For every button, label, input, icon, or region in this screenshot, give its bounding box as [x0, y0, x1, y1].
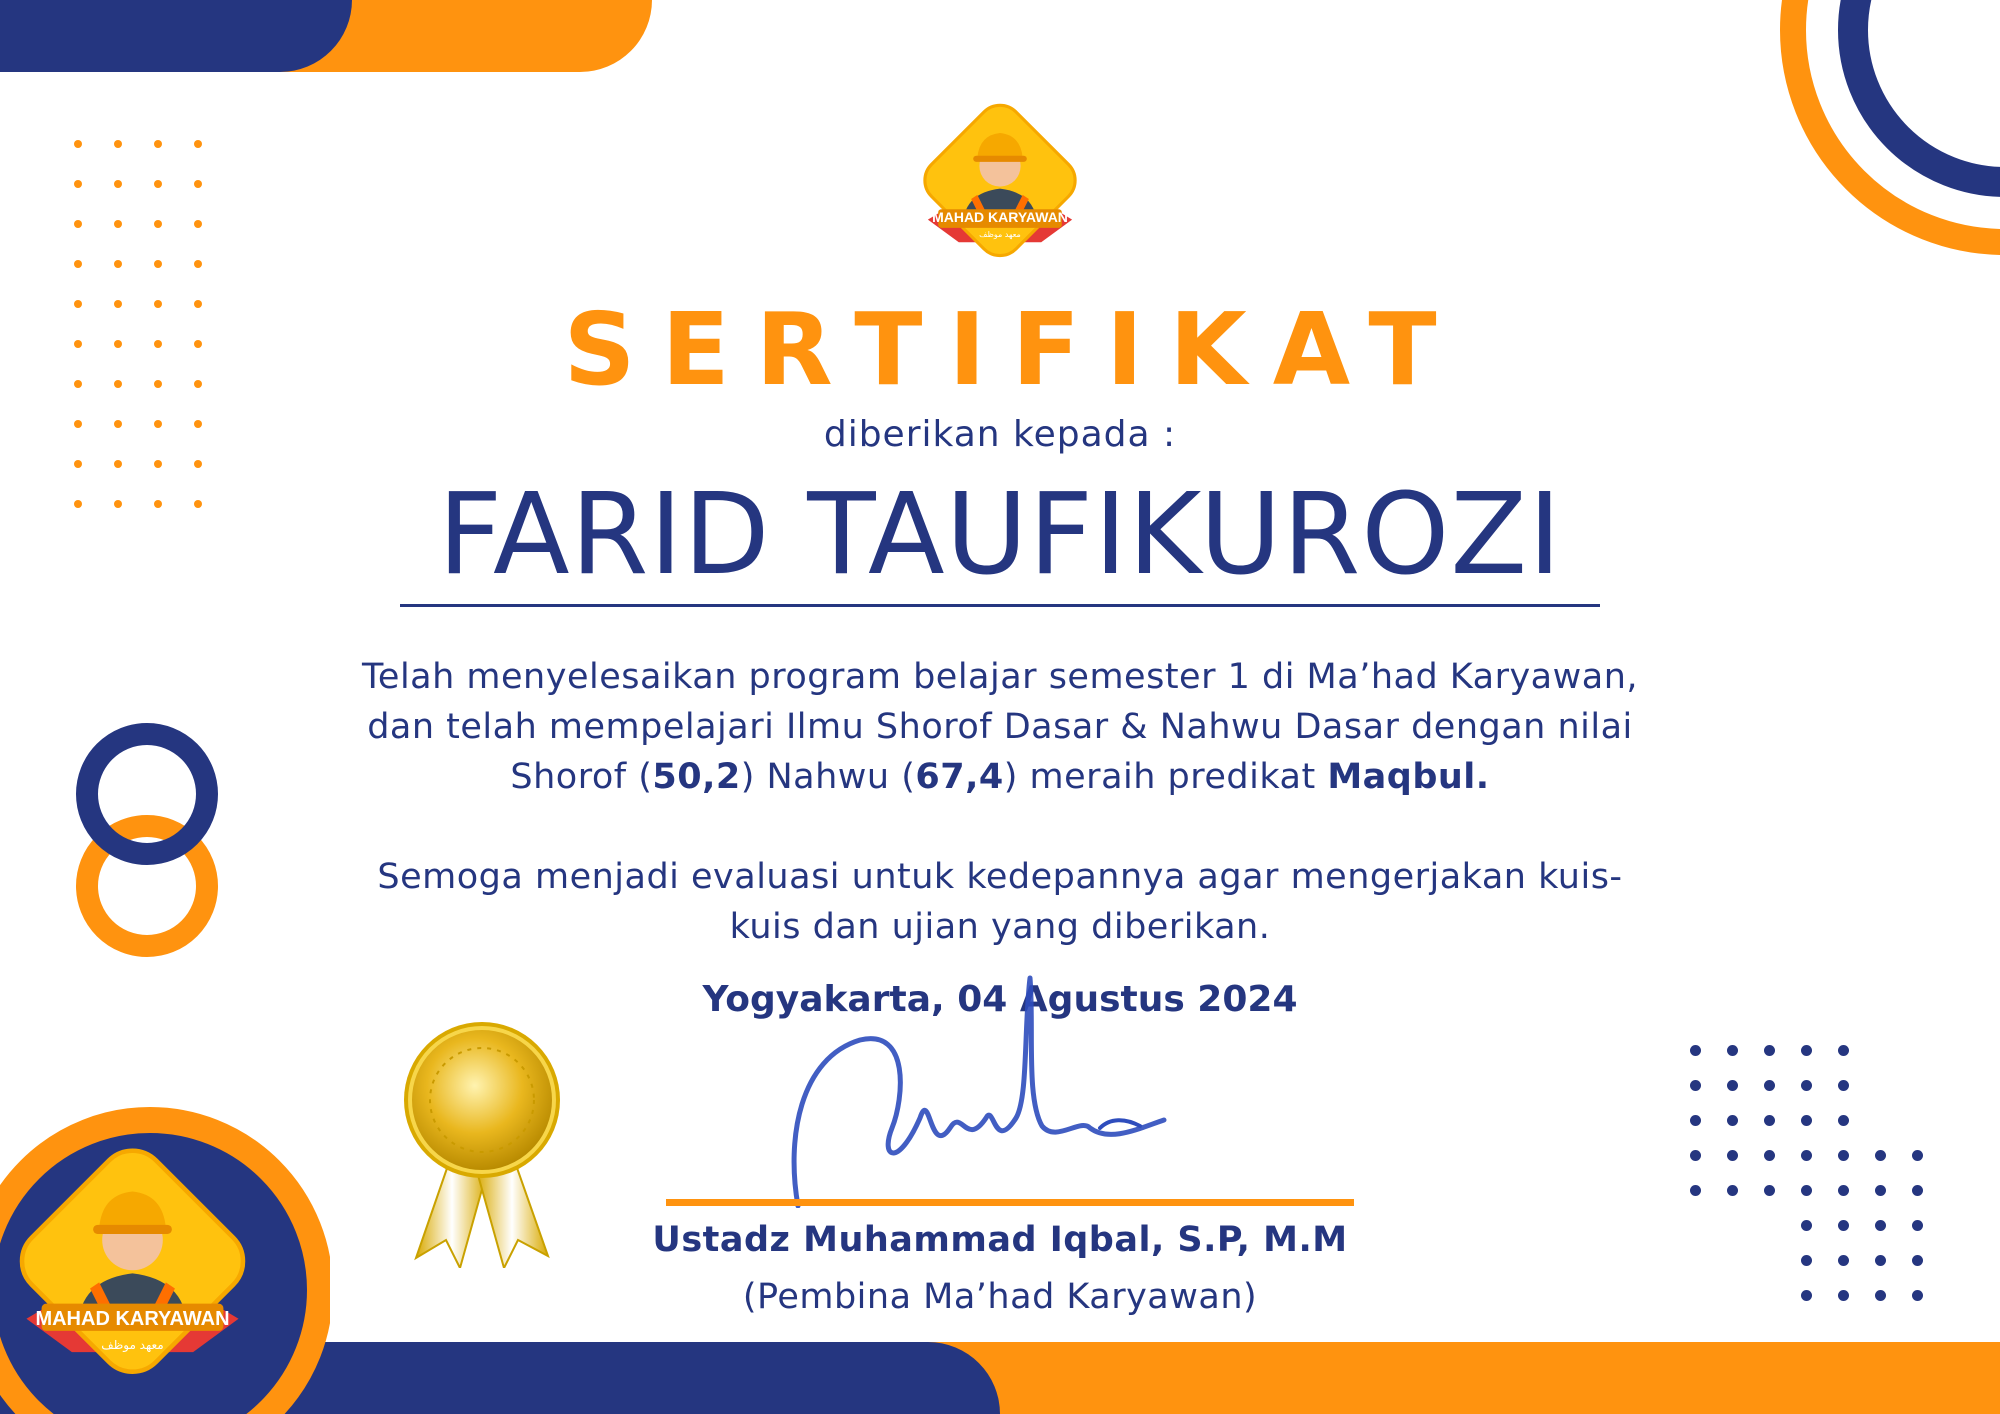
worker-helmet-icon	[10, 1140, 255, 1390]
handwritten-signature	[780, 968, 1240, 1208]
nahwu-score: 67,4	[915, 757, 1004, 797]
signer-name: Ustadz Muhammad Iqbal, S.P, M.M	[652, 1220, 1348, 1260]
shorof-score: 50,2	[652, 757, 741, 797]
encouragement-line-2: kuis dan ujian yang diberikan.	[729, 907, 1271, 947]
certificate-title: SERTIFIKAT	[563, 291, 1463, 408]
bottom-logo	[10, 1140, 255, 1390]
name-underline	[400, 604, 1600, 607]
worker-helmet-icon	[917, 98, 1083, 268]
left-interlocking-rings	[70, 716, 230, 966]
encouragement-paragraph	[320, 852, 1680, 952]
right-dot-grid	[1690, 1045, 1950, 1305]
predicate-label: ) meraih predikat	[1003, 757, 1328, 797]
place-date: Yogyakarta, 04 Agustus 2024	[702, 979, 1298, 1020]
top-logo-arabic: معهد موظف	[979, 230, 1021, 239]
signature-line	[666, 1199, 1354, 1206]
bottom-logo-arabic: معهد موظف	[101, 1338, 164, 1352]
shorof-label: Shorof (	[510, 757, 653, 797]
nahwu-label: ) Nahwu (	[740, 757, 916, 797]
encouragement-line-1: Semoga menjadi evaluasi untuk kedepannya agar mengerjakan kuis-	[377, 857, 1623, 897]
achievement-line-3	[320, 752, 1680, 802]
achievement-line-2: dan telah mempelajari Ilmu Shorof Dasar & Nahwu Dasar dengan nilai	[367, 707, 1633, 747]
bottom-logo-text: MAHAD KARYAWAN	[35, 1308, 230, 1330]
recipient-name: FARID TAUFIKUROZI	[437, 470, 1563, 600]
achievement-line-1: Telah menyelesaikan program belajar semester 1 di Ma’had Karyawan,	[361, 657, 1639, 697]
predicate-value: Maqbul.	[1327, 757, 1490, 797]
top-left-navy-bar	[0, 0, 352, 72]
top-right-rings	[1720, 0, 2000, 260]
signer-role: (Pembina Ma’had Karyawan)	[742, 1277, 1258, 1317]
given-to-label: diberikan kepada :	[823, 414, 1177, 455]
top-logo-text: MAHAD KARYAWAN	[932, 209, 1068, 225]
top-logo	[917, 98, 1083, 268]
achievement-paragraph	[320, 652, 1680, 802]
